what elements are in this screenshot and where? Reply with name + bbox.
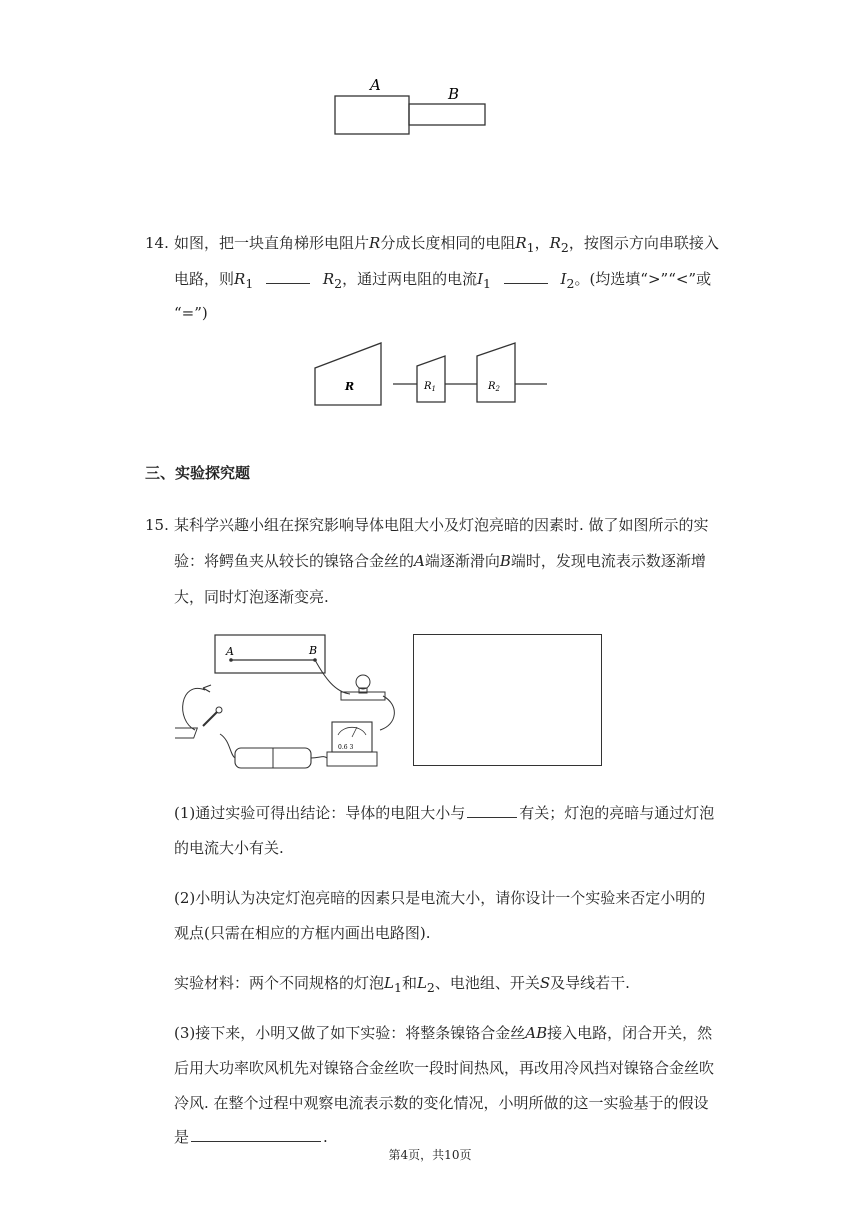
q15-materials: 实验材料：两个不同规格的灯泡$L_1$和$L_2$、电池组、开关S及导线若干.: [174, 974, 630, 995]
q15-line-2: 验：将鳄鱼夹从较长的镍铬合金丝的A端逐渐滑向B端时，发现电流表示数逐渐增: [174, 552, 706, 570]
apparatus-label-b: B: [309, 644, 318, 657]
figure-ab-conductors: [320, 70, 500, 140]
figure-trapezoid-resistors: [305, 338, 555, 413]
resistor-r1-label: $R_1$: [424, 381, 436, 393]
q15-part2-line-1: (2)小明认为决定灯泡亮暗的因素只是电流大小，请你设计一个实验来否定小明的: [174, 889, 706, 907]
q15-line-1: 某科学兴趣小组在探究影响导体电阻大小及灯泡亮暗的因素时. 做了如图所示的实: [174, 516, 709, 534]
q15-part3-line-2: 后用大功率吹风机先对镍铬合金丝吹一段时间热风，再改用冷风挡对镍铬合金丝吹: [174, 1059, 715, 1077]
label-b: B: [448, 85, 460, 103]
label-a: A: [370, 76, 381, 94]
q14-line-1: 如图，把一块直角梯形电阻片R分成长度相同的电阻$R_1$，$R_2$，按图示方向串联接入: [174, 234, 719, 255]
section-heading: 三、实验探究题: [145, 464, 251, 482]
circuit-drawing-box[interactable]: [413, 634, 602, 766]
answer-blank-4[interactable]: [191, 1127, 321, 1142]
q14-line-2: 电路，则$R_1$ $R_2$，通过两电阻的电流$I_1$ $I_2$。(均选填“>”“<”或: [174, 270, 712, 291]
ammeter-scale: 0.6 3: [338, 744, 354, 751]
question-14-number: 14.: [145, 234, 169, 252]
trapezoid-label-r: R: [345, 380, 355, 393]
answer-blank-2[interactable]: [504, 269, 548, 284]
q15-part1-line-1: (1)通过实验可得出结论：导体的电阻大小与 有关；灯泡的亮暗与通过灯泡: [174, 804, 715, 822]
apparatus-label-a: A: [226, 645, 234, 658]
q15-part3-line-1: (3)接下来，小明又做了如下实验：将整条镍铬合金丝AB接入电路，闭合开关，然: [174, 1024, 713, 1042]
page-footer: 第4页，共10页: [388, 1148, 472, 1162]
q14-line-3: “=”): [174, 304, 208, 322]
resistor-r2-label: $R_2$: [488, 381, 500, 393]
answer-blank-1[interactable]: [266, 269, 310, 284]
q15-part3-line-3: 冷风. 在整个过程中观察电流表示数的变化情况，小明所做的这一实验基于的假设: [174, 1094, 709, 1112]
q15-part3-line-4: 是 .: [174, 1128, 328, 1146]
q15-part1-line-2: 的电流大小有关.: [174, 839, 284, 857]
q15-line-3: 大，同时灯泡逐渐变亮.: [174, 588, 329, 606]
question-15-number: 15.: [145, 516, 169, 534]
figure-experiment-apparatus: [175, 630, 405, 775]
answer-blank-3[interactable]: [467, 803, 517, 818]
q15-part2-line-2: 观点(只需在相应的方框内画出电路图).: [174, 924, 431, 942]
